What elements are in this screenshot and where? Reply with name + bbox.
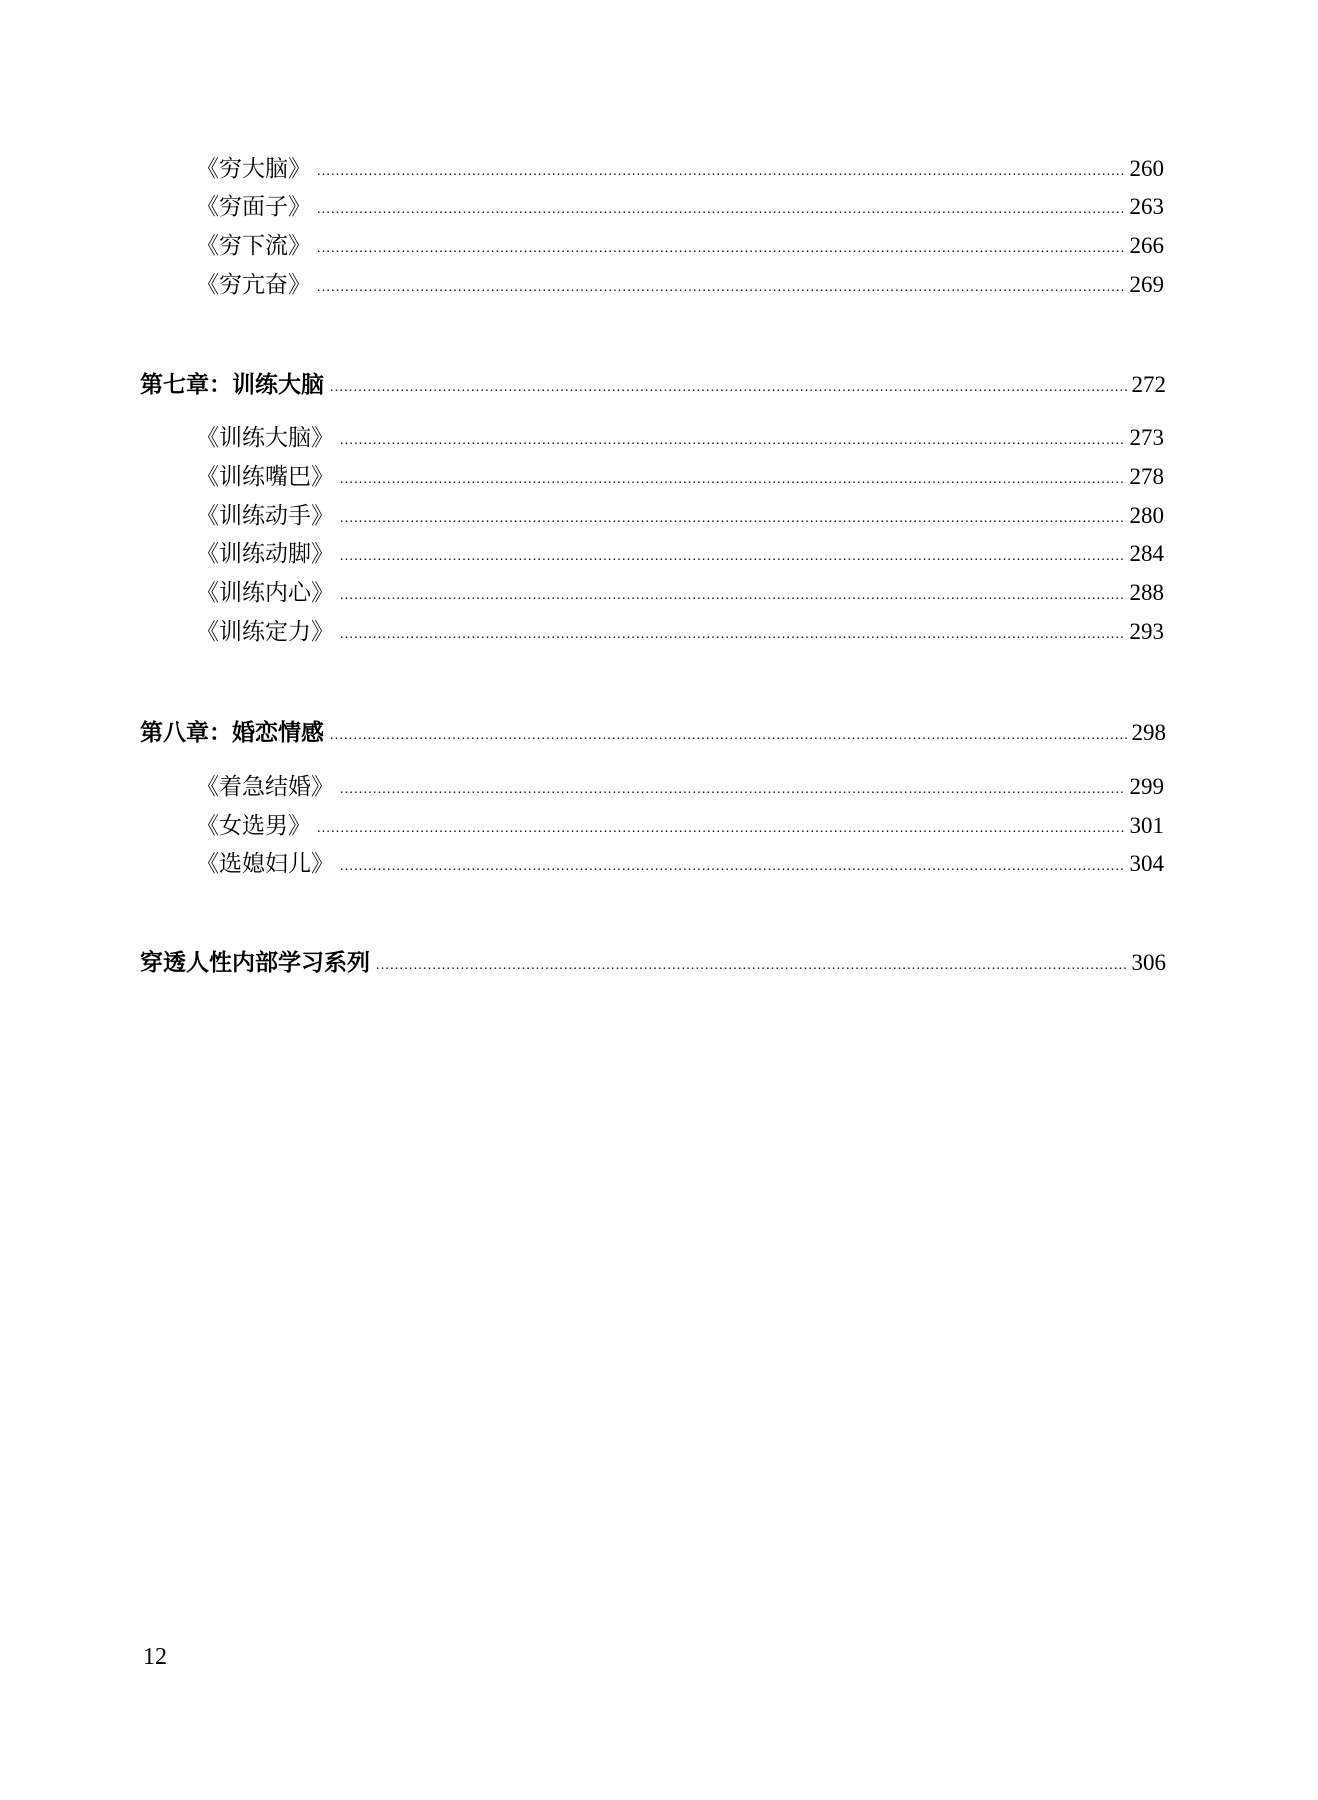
chapter-title: 第七章：训练大脑 (140, 372, 324, 398)
toc-entry-page: 304 (1129, 851, 1164, 876)
toc-entry[interactable] (196, 845, 1164, 878)
toc-entry-title: 《训练内心》 (196, 580, 334, 606)
toc-entry[interactable] (196, 150, 1164, 183)
dot-leader (340, 859, 1126, 875)
toc-entry-page: 288 (1129, 580, 1164, 605)
toc-entry-page: 284 (1129, 541, 1164, 566)
toc-entry-title: 《训练嘴巴》 (196, 464, 334, 490)
toc-entry[interactable] (196, 535, 1164, 568)
dot-leader (340, 588, 1126, 604)
dot-leader (317, 241, 1126, 257)
toc-entry-title: 《穷亢奋》 (196, 272, 311, 298)
toc-entry[interactable] (196, 188, 1164, 221)
toc-entry[interactable] (196, 419, 1164, 452)
toc-entry-page: 273 (1129, 425, 1164, 450)
toc-entry-title: 《选媳妇儿》 (196, 851, 334, 877)
toc-entry-page: 293 (1129, 619, 1164, 644)
toc-entry-page: 269 (1129, 272, 1164, 297)
dot-leader (376, 958, 1128, 974)
toc-entry[interactable] (196, 574, 1164, 607)
toc-entry-title: 《穷下流》 (196, 233, 311, 259)
toc-entry-title: 《训练动脚》 (196, 541, 334, 567)
toc-entry-title: 《穷大脑》 (196, 156, 311, 182)
toc-chapter-heading[interactable] (140, 714, 1166, 747)
dot-leader (317, 202, 1126, 218)
footer-page-number: 12 (143, 1644, 167, 1670)
toc-entry-title: 《训练动手》 (196, 503, 334, 529)
chapter-page: 272 (1131, 372, 1166, 397)
toc-chapter-heading[interactable] (140, 366, 1166, 399)
toc-series-heading[interactable] (140, 944, 1166, 977)
dot-leader (340, 627, 1126, 643)
dot-leader (340, 782, 1126, 798)
toc-entry-page: 280 (1129, 503, 1164, 528)
toc-entry-title: 《训练定力》 (196, 619, 334, 645)
toc-entry[interactable] (196, 266, 1164, 299)
dot-leader (340, 433, 1126, 449)
toc-entry-page: 263 (1129, 194, 1164, 219)
toc-entry-page: 299 (1129, 774, 1164, 799)
dot-leader (340, 472, 1126, 488)
dot-leader (317, 164, 1126, 180)
toc-entry-title: 《着急结婚》 (196, 774, 334, 800)
series-page: 306 (1131, 950, 1166, 975)
toc-entry[interactable] (196, 497, 1164, 530)
toc-entry-page: 260 (1129, 156, 1164, 181)
toc-entry[interactable] (196, 768, 1164, 801)
toc-entry-title: 《穷面子》 (196, 194, 311, 220)
toc-entry-title: 《训练大脑》 (196, 425, 334, 451)
toc-entry[interactable] (196, 807, 1164, 840)
toc-entry[interactable] (196, 227, 1164, 260)
series-title: 穿透人性内部学习系列 (140, 950, 370, 976)
chapter-page: 298 (1131, 720, 1166, 745)
toc-entry[interactable] (196, 458, 1164, 491)
dot-leader (340, 511, 1126, 527)
dot-leader (317, 280, 1126, 296)
dot-leader (330, 728, 1128, 744)
toc-entry-title: 《女选男》 (196, 813, 311, 839)
toc-entry-page: 278 (1129, 464, 1164, 489)
dot-leader (330, 380, 1128, 396)
dot-leader (340, 549, 1126, 565)
chapter-title: 第八章：婚恋情感 (140, 720, 324, 746)
toc-entry-page: 266 (1129, 233, 1164, 258)
toc-entry[interactable] (196, 613, 1164, 646)
dot-leader (317, 821, 1126, 837)
toc-entry-page: 301 (1129, 813, 1164, 838)
